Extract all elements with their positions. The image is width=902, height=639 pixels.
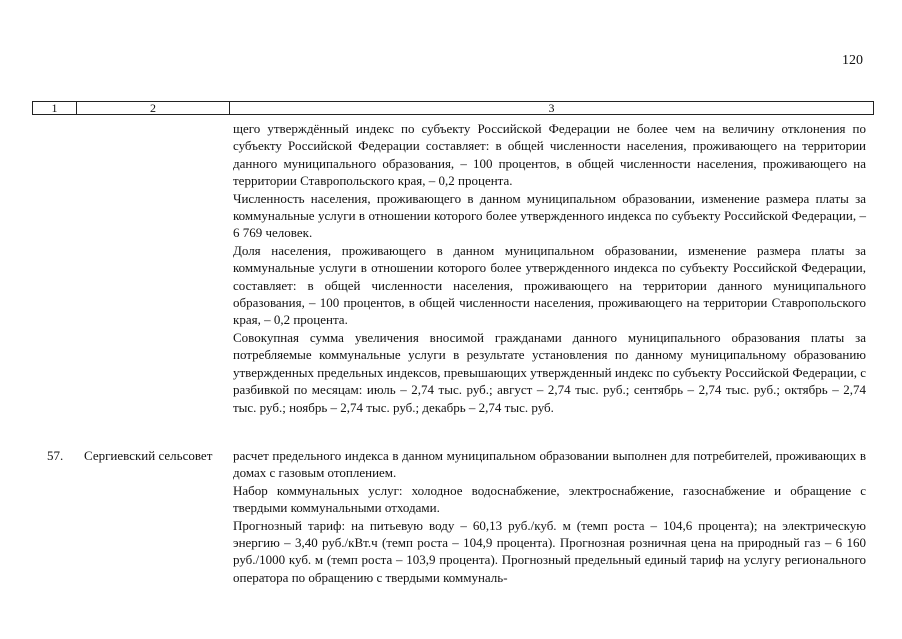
table-header-col-1: 1 <box>33 102 77 114</box>
paragraph: Набор коммунальных услуг: холодное водоснабжение, электроснабжение, газоснабжение и обращение с твердыми коммунальными отходами. <box>233 482 866 516</box>
table-header-row <box>32 101 874 115</box>
table-header-col-3: 3 <box>548 101 555 115</box>
municipality-name: Сергиевский сельсовет <box>84 448 213 463</box>
paragraph: щего утверждённый индекс по субъекту Российской Федерации не более чем на величину отклонения по субъекту Российской Федерации составляет: в общей численности населения, проживающего на территории данного муниципального образования, – 100 процентов, в общей численности населения, проживающего на территории Ставропольского края, – 0,2 процента. <box>233 121 866 189</box>
paragraph: Прогнозный тариф: на питьевую воду – 60,13 руб./куб. м (темп роста – 104,6 процента); на электрическую энергию – 3,40 руб./кВт.ч (темп роста – 104,9 процента). Прогнозная розничная цена на природный газ – 6 160 руб./1000 куб. м (темп роста – 103,9 процента). Прогнозный предельный единый тариф на услугу регионального оператора по обращению с твердыми коммуналь- <box>233 517 866 585</box>
paragraph: расчет предельного индекса в данном муниципальном образовании выполнен для потребителей, проживающих в домах с газовым отоплением. <box>233 448 866 481</box>
paragraph: Доля населения, проживающего в данном муниципальном образовании, изменение размера платы за коммунальные услуги в отношении которого более утвержденного индекса по субъекту Российской Федерации, составляет: в общей численности населения, проживающего на территории данного муниципального образования, – 100 процентов, в общей численности населения, проживающего на территории Ставропольского края, – 0,2 процента. <box>233 242 866 328</box>
continued-row-text <box>233 120 866 416</box>
page-number: 120 <box>842 53 863 68</box>
row-number: 57. <box>47 448 64 463</box>
paragraph: Численность населения, проживающего в данном муниципальном образовании, изменение размера платы за коммунальные услуги в отношении которого более утвержденного индекса по субъекту Российской Федерации, – 6 769 человек. <box>233 190 866 241</box>
paragraph: Совокупная сумма увеличения вносимой гражданами данного муниципального образования платы за потребляемые коммунальные услуги в результате установления по данному муниципальному образованию утвержденных предельных индексов, превышающих утвержденный индекс по субъекту Российской Федерации, с разбивкой по месяцам: июль – 2,74 тыс. руб.; август – 2,74 тыс. руб.; сентябрь – 2,74 тыс. руб.; октябрь – 2,74 тыс. руб.; ноябрь – 2,74 тыс. руб.; декабрь – 2,74 тыс. руб. <box>233 329 866 415</box>
row-57-text <box>233 447 866 586</box>
table-header-col-2: 2 <box>77 102 230 114</box>
